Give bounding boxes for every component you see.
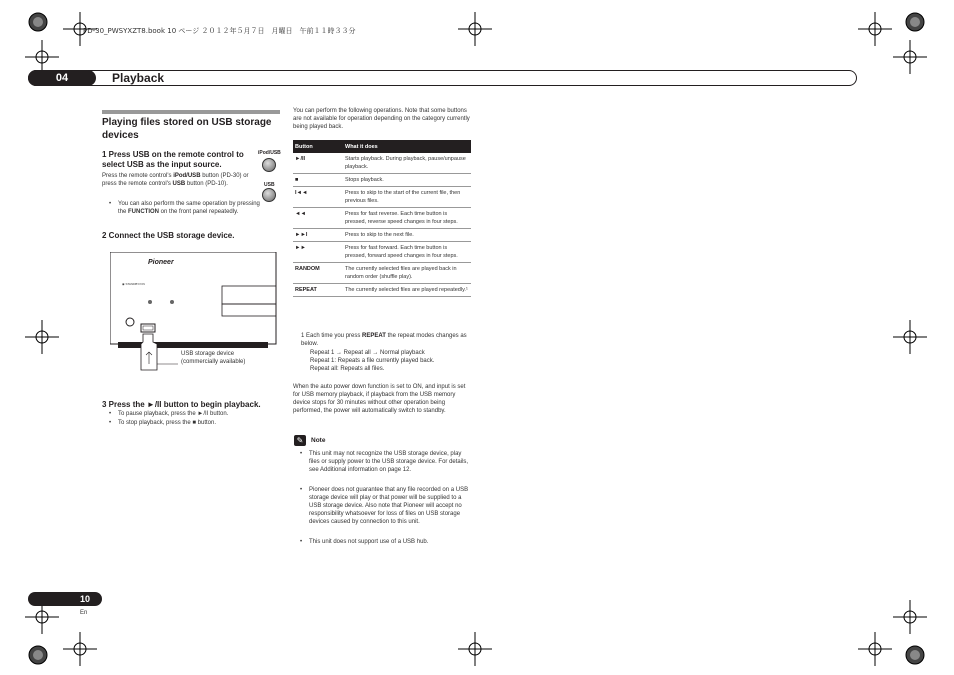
table-header-button: Button bbox=[293, 140, 343, 153]
footnote-line-3: Repeat 1: Repeats a file currently played back. bbox=[310, 358, 435, 364]
table-cell: Starts playback. During playback, pause/unpause playback. bbox=[343, 153, 471, 174]
note-icon: ✎ bbox=[294, 435, 306, 446]
crosshair-mark-icon bbox=[25, 320, 59, 354]
step-1-title: 1 Press USB on the remote control to select USB as the input source. bbox=[102, 150, 244, 169]
table-row bbox=[293, 208, 471, 229]
step-2-title: 2 Connect the USB storage device. bbox=[102, 231, 235, 240]
crosshair-mark-icon bbox=[893, 40, 927, 74]
repeat-button-cell: REPEAT bbox=[293, 284, 343, 297]
crosshair-mark-icon bbox=[893, 320, 927, 354]
svg-text:◉ STANDBY/ON: ◉ STANDBY/ON bbox=[122, 282, 145, 286]
chapter-title: Playback bbox=[112, 71, 165, 85]
crosshair-mark-icon bbox=[458, 12, 492, 46]
crosshair-mark-icon bbox=[893, 600, 927, 634]
usb-button-icon bbox=[262, 188, 276, 202]
crosshair-mark-icon bbox=[63, 632, 97, 666]
chapter-number: 04 bbox=[28, 70, 96, 86]
crosshair-mark-icon bbox=[25, 40, 59, 74]
registration-mark-icon bbox=[898, 5, 932, 39]
crosshair-mark-icon bbox=[858, 12, 892, 46]
table-row bbox=[293, 187, 471, 208]
ipod-usb-button-label: iPod/USB bbox=[258, 150, 281, 156]
section-title: Playing files stored on USB storage devices bbox=[102, 117, 272, 141]
fast-forward-button-cell: ►► bbox=[293, 242, 343, 263]
usb-device-caption: USB storage device (commercially available) bbox=[181, 351, 246, 365]
table-cell: Press for fast forward. Each time button is pressed, forward speed changes in four steps. bbox=[343, 242, 471, 263]
play-pause-button-cell: ►/II bbox=[293, 153, 343, 174]
table-cell: The currently selected files are played back in random order (shuffle play). bbox=[343, 263, 471, 284]
skip-next-button-cell: ►►I bbox=[293, 229, 343, 242]
registration-mark-icon bbox=[21, 5, 55, 39]
ipod-usb-button-icon bbox=[262, 158, 276, 172]
table-cell: Press to skip to the next file. bbox=[343, 229, 471, 242]
footnote-line-1: 1 Each time you press REPEAT the repeat modes changes as below. bbox=[301, 333, 467, 347]
step-1-body: Press the remote control's iPod/USB button (PD-30) or press the remote control's USB button (PD-10). bbox=[102, 173, 249, 187]
operations-table bbox=[293, 140, 471, 297]
table-row bbox=[293, 242, 471, 263]
note-item-1: • This unit may not recognize the USB storage device, play files or supply power to the USB storage device. For details, see Additional information on page 12. bbox=[309, 450, 471, 474]
table-row bbox=[293, 263, 471, 284]
book-header-line: PD-30_PWSYXZT8.book 10 ページ ２０１２年５月７日 月曜日 午前１１時３３分 bbox=[83, 27, 356, 35]
step-3-bullet-2: • To stop playback, press the ■ button. bbox=[118, 419, 278, 427]
random-button-cell: RANDOM bbox=[293, 263, 343, 284]
language-label: En bbox=[80, 610, 88, 616]
table-cell: Stops playback. bbox=[343, 174, 471, 187]
device-illustration bbox=[110, 252, 280, 400]
table-cell: Press to skip to the start of the current file, then previous files. bbox=[343, 187, 471, 208]
device-logo: Pioneer bbox=[148, 259, 174, 266]
section-divider bbox=[102, 110, 280, 114]
usb-button-label: USB bbox=[264, 182, 275, 188]
step-3-title: 3 Press the ►/II button to begin playback. bbox=[102, 400, 261, 409]
crosshair-mark-icon bbox=[458, 632, 492, 666]
footnote-line-4: Repeat all: Repeats all files. bbox=[310, 366, 385, 372]
table-row bbox=[293, 284, 471, 297]
note-item-2: • Pioneer does not guarantee that any file recorded on a USB storage device will play or that power will be supplied to a USB storage device. Also note that Pioneer will accept no responsibility whatsoever for loss of files on USB storage devices caused by connection to this unit. bbox=[309, 486, 471, 526]
table-cell: Press for fast reverse. Each time button is pressed, reverse speed changes in four steps. bbox=[343, 208, 471, 229]
note-item-3: • This unit does not support use of a USB hub. bbox=[309, 538, 471, 546]
skip-previous-button-cell: I◄◄ bbox=[293, 187, 343, 208]
step-1-bullet: • You can also perform the same operation by pressing the FUNCTION on the front panel repeatedly. bbox=[118, 200, 263, 216]
note-title: Note bbox=[311, 437, 326, 444]
page-number: 10 bbox=[28, 592, 102, 606]
fast-reverse-button-cell: ◄◄ bbox=[293, 208, 343, 229]
step-3-bullet-1: • To pause playback, press the ►/II button. bbox=[118, 410, 278, 418]
auto-power-text: When the auto power down function is set to ON, and input is set for USB memory playback, if playback from the USB memory device stops for 30 minutes without other operation being performed, the power will automatically switch to standby. bbox=[293, 384, 466, 414]
table-header-description: What it does bbox=[343, 140, 471, 153]
stop-button-cell: ■ bbox=[293, 174, 343, 187]
intro-text: You can perform the following operations. Note that some buttons are not available for operation depending on the category currently being played back. bbox=[293, 108, 470, 130]
table-cell: The currently selected files are played repeatedly.¹ bbox=[343, 284, 471, 297]
table-row bbox=[293, 174, 471, 187]
registration-mark-icon bbox=[898, 638, 932, 672]
footnote-line-2: Repeat 1 → Repeat all → Normal playback bbox=[310, 350, 425, 356]
registration-mark-icon bbox=[21, 638, 55, 672]
table-row bbox=[293, 153, 471, 174]
table-row bbox=[293, 229, 471, 242]
crosshair-mark-icon bbox=[858, 632, 892, 666]
